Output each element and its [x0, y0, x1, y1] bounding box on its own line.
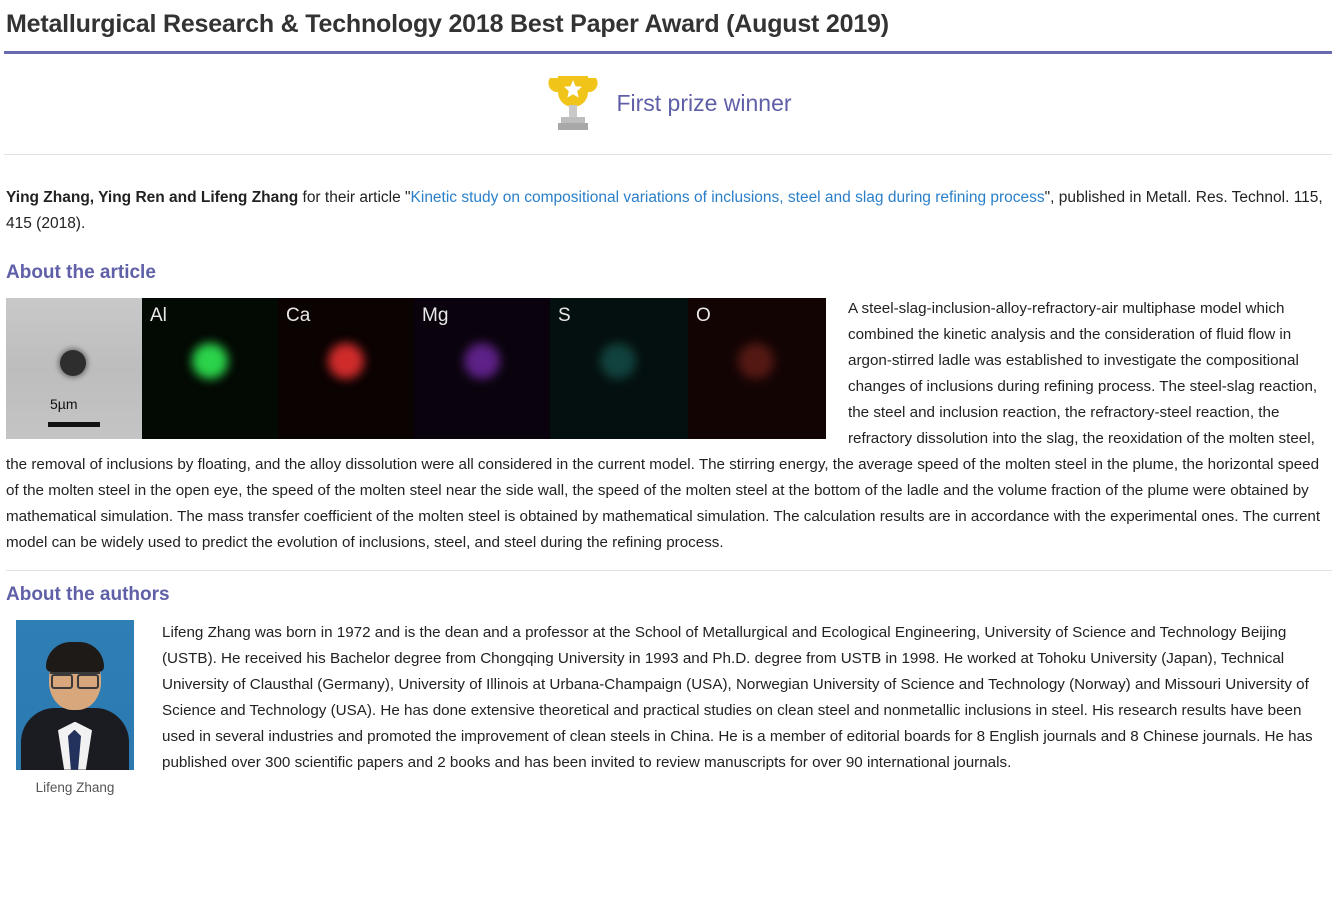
figure-panel-mg [414, 298, 550, 439]
credit-before-link: for their article " [298, 188, 411, 206]
author-bio: Lifeng Zhang was born in 1972 and is the dean and a professor at the School of Metallurgical and Ecological Engineering, University of Science and Technology Beijing (USTB). He received his Bachelor degree from Chongqing University in 1993 and Ph.D. degree from USTB in 1998. He worked at Tohoku University (Japan), Technical University of Clausthal (Germany), University of Illinois at Urbana-Champaign (USA), Norwegian University of Science and Technology (Norway) and Missouri University of Science and Technology (USA). He has done extensive theoretical and practical studies on clean steel and nonmetallic inclusions in steel. His research results have been used in several industries and promoted the improvement of clean steels in China. He is a member of editorial boards for 8 English journals and 8 Chinese journals. He has published over 300 scientific papers and 2 books and has been invited to review manuscripts for over 90 international journals. [162, 623, 1313, 772]
article-abstract: A steel-slag-inclusion-alloy-refractory-air multiphase model which combined the kinetic analysis and the consideration of fluid flow in argon-stirred ladle was established to investigate the compositional changes of inclusions during refining process. The steel-slag reaction, the steel and inclusion reaction, the refractory-steel reaction, the refractory dissolution into the slag, the reoxidation of the molten steel, the removal of inclusions by floating, and the alloy dissolution were all considered in the current model. The stirring energy, the average speed of the molten steel in the plume, the horizontal speed of the molten steel in the open eye, the speed of the molten steel near the side wall, the speed of the molten steel at the bottom of the ladle and the volume fraction of the plume were obtained by mathematical simulation. The mass transfer coefficient of the molten steel is obtained by mathematical simulation. The calculation results are in accordance with the experimental ones. The current model can be widely used to predict the evolution of inclusions, steel, and steel during the refining process. [6, 299, 1321, 551]
prize-label: First prize winner [616, 89, 792, 116]
signal-blob-s [600, 343, 636, 379]
credit-after-link: ", published in Metall. Res. Technol. 115, 415 (2018). [6, 188, 1323, 233]
author-caption: Lifeng Zhang [35, 779, 115, 795]
about-article-heading: About the article [6, 261, 156, 283]
author-photo-wrap [6, 620, 144, 795]
prize-banner [4, 54, 1332, 155]
figure-panel-s [550, 298, 688, 439]
portrait-glasses [50, 672, 100, 684]
signal-blob-o [738, 343, 774, 379]
signal-blob-mg [464, 343, 500, 379]
figure-panel-al [142, 298, 278, 439]
about-article-body [4, 296, 1332, 556]
figure-panel-sem [6, 298, 142, 439]
elemental-mapping-figure [6, 298, 826, 439]
signal-blob-ca [328, 343, 364, 379]
figure-panel-ca [278, 298, 414, 439]
figure-panel-label-al: Al [150, 304, 167, 326]
page-title: Metallurgical Research & Technology 2018 Best Paper Award (August 2019) [6, 10, 889, 38]
inclusion-particle [60, 350, 86, 376]
figure-panel-label-mg: Mg [422, 304, 449, 326]
trophy-icon [544, 72, 602, 134]
portrait-hair [46, 642, 104, 672]
signal-blob-al [192, 343, 228, 379]
figure-panel-label-o: O [696, 304, 711, 326]
figure-panel-o [688, 298, 826, 439]
article-link[interactable]: Kinetic study on compositional variations of inclusions, steel and slag during refining process [410, 188, 1045, 206]
about-authors-heading: About the authors [6, 570, 1332, 606]
figure-panel-label-ca: Ca [286, 304, 311, 326]
award-authors: Ying Zhang, Ying Ren and Lifeng Zhang [6, 188, 299, 206]
award-credit [4, 171, 1332, 246]
figure-panel-label-s: S [558, 304, 571, 326]
author-block [4, 620, 1332, 795]
scale-bar [48, 422, 100, 427]
scale-bar-label: 5µm [50, 395, 78, 412]
author-portrait [16, 620, 134, 770]
